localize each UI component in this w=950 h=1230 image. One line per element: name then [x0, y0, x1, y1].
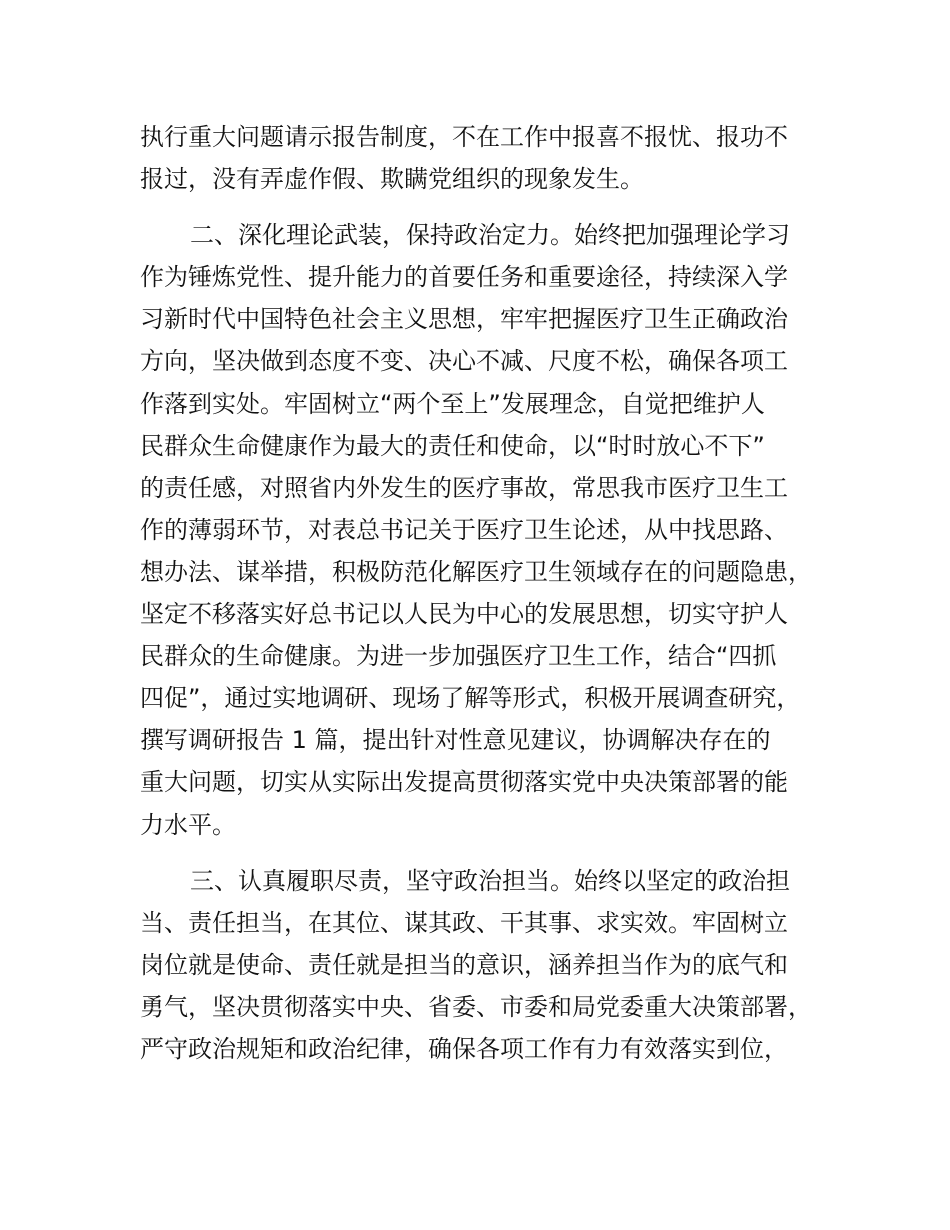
paragraph-line: 作落到实处。牢固树立“两个至上”发展理念，自觉把维护人: [140, 389, 765, 418]
paragraph-line: 报过，没有弄虚作假、欺瞒党组织的现象发生。: [140, 165, 644, 194]
paragraph-gap: [140, 846, 840, 860]
document-body: [140, 116, 840, 1070]
paragraph-line: 当、责任担当，在其位、谋其政、干其事、求实效。牢固树立: [140, 908, 788, 937]
paragraph-line: 方向，坚决做到态度不变、决心不减、尺度不松，确保各项工: [140, 347, 788, 376]
paragraph-line: 重大问题，切实从实际出发提高贯彻落实党中央决策部署的能: [140, 768, 788, 797]
paragraph-line: 严守政治规矩和政治纪律，确保各项工作有力有效落实到位，: [140, 1034, 788, 1063]
paragraph-line: 作为锤炼党性、提升能力的首要任务和重要途径，持续深入学: [140, 263, 788, 292]
paragraph-line: 岗位就是使命、责任就是担当的意识，涵养担当作为的底气和: [140, 950, 788, 979]
paragraph-line: 三、认真履职尽责，坚守政治担当。始终以坚定的政治担: [190, 866, 790, 895]
paragraph-1: [140, 116, 840, 200]
paragraph-line: 的责任感，对照省内外发生的医疗事故，常思我市医疗卫生工: [140, 473, 788, 502]
paragraph-line: 撰写调研报告 1 篇，提出针对性意见建议，协调解决存在的: [140, 726, 771, 755]
paragraph-line: 作的薄弱环节，对表总书记关于医疗卫生论述，从中找思路、: [140, 515, 788, 544]
paragraph-line: 坚定不移落实好总书记以人民为中心的发展思想，切实守护人: [140, 600, 788, 629]
paragraph-line: 习新时代中国特色社会主义思想，牢牢把握医疗卫生正确政治: [140, 305, 788, 334]
paragraph-gap: [140, 200, 840, 214]
paragraph-line: 民群众生命健康作为最大的责任和使命，以“时时放心不下”: [140, 431, 765, 460]
paragraph-2: [140, 214, 840, 845]
paragraph-3: [140, 860, 840, 1070]
paragraph-line: 二、深化理论武装，保持政治定力。始终把加强理论学习: [190, 221, 790, 250]
paragraph-line: 勇气，坚决贯彻落实中央、省委、市委和局党委重大决策部署，: [140, 992, 812, 1021]
paragraph-line: 力水平。: [140, 810, 236, 839]
paragraph-line: 民群众的生命健康。为进一步加强医疗卫生工作，结合“四抓: [140, 642, 777, 671]
paragraph-line: 想办法、谋举措，积极防范化解医疗卫生领域存在的问题隐患，: [140, 557, 812, 586]
paragraph-line: 执行重大问题请示报告制度，不在工作中报喜不报忧、报功不: [140, 123, 788, 151]
paragraph-line: 四促”，通过实地调研、现场了解等形式，积极开展调查研究，: [140, 684, 801, 713]
